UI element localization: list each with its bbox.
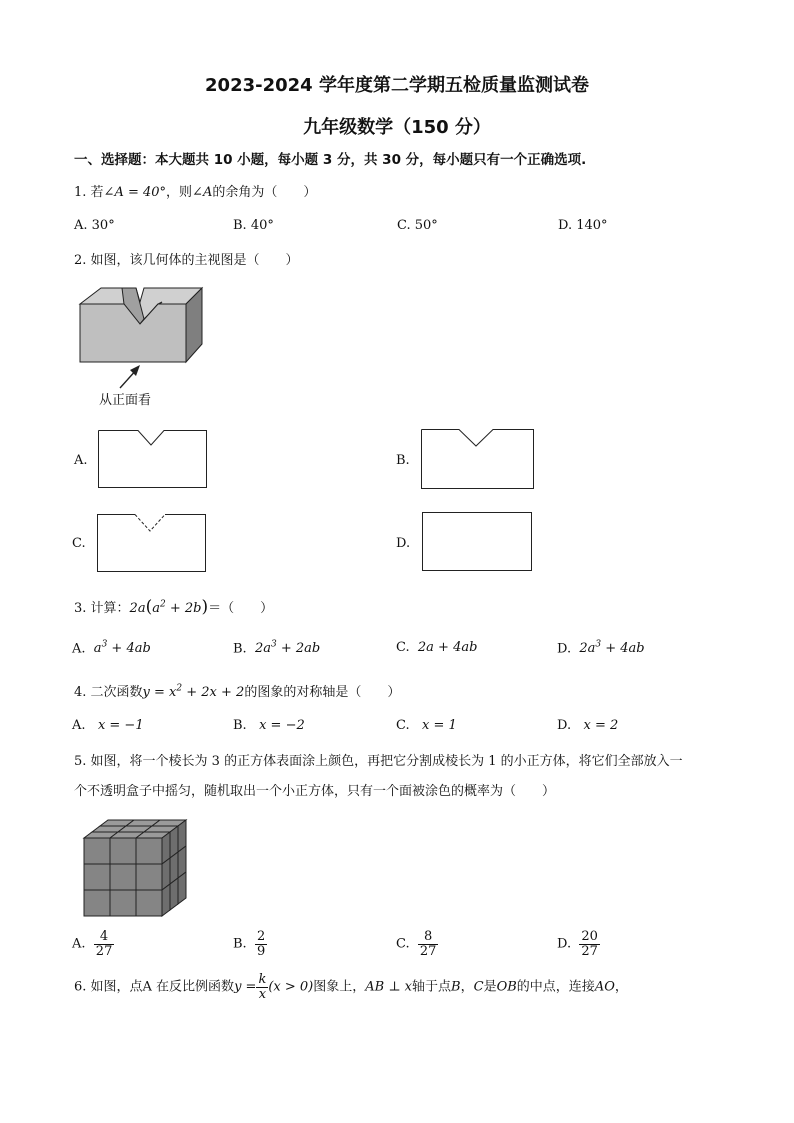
question-1: [74, 181, 316, 200]
q4-pre: 4. 二次函数: [74, 685, 143, 700]
question-4: [74, 681, 400, 700]
q2-label-a[interactable]: A.: [74, 453, 88, 468]
q5-option-d[interactable]: D. $\frac{20}{27}$: [557, 929, 598, 959]
q4-option-d[interactable]: D. x = 2: [557, 718, 619, 733]
q2-label-b[interactable]: B.: [396, 453, 410, 468]
q1-angle: ∠A: [192, 185, 213, 200]
q4-post: 的图象的对称轴是（ ）: [244, 685, 401, 700]
question-5-line-1: 5. 如图，将一个棱长为 3 的正方体表面涂上颜色，再把它分割成棱长为 1 的小正方体，将它们全部放入一: [74, 754, 683, 769]
q3-option-a-math: $a^3 + 4ab$: [93, 640, 151, 657]
q1-option-a[interactable]: A. 30°: [74, 218, 115, 233]
q5-fraction-a: $\frac{4}{27}$: [95, 929, 113, 959]
q5-fraction-c: $\frac{8}{27}$: [419, 929, 437, 959]
question-2: 2. 如图，该几何体的主视图是（ ）: [74, 253, 299, 268]
q4-option-a[interactable]: A. x = −1: [72, 718, 144, 733]
q3-option-c-math: 2a + 4ab: [417, 640, 478, 655]
page-subtitle: 九年级数学（150 分）: [303, 117, 491, 138]
q3-expression: $2a(a^2 + 2b)$: [129, 597, 209, 617]
question-6: 6. 如图，点A 在反比例函数y = $\frac{k}{x}$ (x > 0)图象上，AB ⊥ x轴于点B，C是OB的中点，连接AO，: [74, 972, 628, 1002]
q1-option-b[interactable]: B. 40°: [233, 218, 274, 233]
q1-option-c[interactable]: C. 50°: [397, 218, 438, 233]
page-title: 2023-2024 学年度第二学期五检质量监测试卷: [205, 75, 589, 96]
q1-mid: ，则: [166, 185, 193, 200]
solid-figure: [78, 286, 208, 392]
q5-option-c[interactable]: C. $\frac{8}{27}$: [396, 929, 437, 959]
q6-fraction: $\frac{k}{x}$: [258, 972, 267, 1002]
q2-option-a-shape[interactable]: [98, 430, 208, 490]
question-5-line-2: 个不透明盒子中摇匀，随机取出一个小正方体，只有一个面被涂色的概率为（ ）: [74, 784, 556, 799]
q3-option-b-math: $2a^3 + 2ab$: [254, 640, 321, 657]
q4-option-b[interactable]: B. x = −2: [233, 718, 305, 733]
q1-condition: ∠A = 40°: [103, 185, 167, 200]
q2-label-d[interactable]: D.: [396, 536, 411, 551]
q5-option-a[interactable]: A. $\frac{4}{27}$: [72, 929, 113, 959]
q3-option-d-math: $2a^3 + 4ab$: [579, 640, 645, 657]
q2-option-c-shape[interactable]: [97, 514, 207, 574]
cube-figure: [82, 818, 202, 920]
q5-option-b[interactable]: B. $\frac{2}{9}$: [233, 929, 266, 959]
q5-fraction-d: $\frac{20}{27}$: [581, 929, 598, 959]
q3-option-d[interactable]: D. $2a^3 + 4ab$: [557, 640, 645, 657]
q3-option-b[interactable]: B. $2a^3 + 2ab$: [233, 640, 321, 657]
q1-pre: 1. 若: [74, 185, 104, 200]
q1-post: 的余角为（ ）: [212, 185, 317, 200]
q2-label-c[interactable]: C.: [72, 536, 86, 551]
q1-option-d[interactable]: D. 140°: [558, 218, 608, 233]
q3-option-a[interactable]: A. $a^3 + 4ab$: [72, 640, 151, 657]
q4-function: $y = x^2 + 2x + 2$: [142, 683, 245, 700]
q2-option-d-shape[interactable]: [422, 512, 534, 572]
q2-option-b-shape[interactable]: [421, 429, 535, 491]
view-caption: 从正面看: [99, 393, 152, 408]
q4-option-c[interactable]: C. x = 1: [396, 718, 457, 733]
section-heading: 一、选择题：本大题共 10 小题，每小题 3 分，共 30 分，每小题只有一个正确选项.: [74, 152, 587, 168]
q3-option-c[interactable]: C. 2a + 4ab: [396, 640, 478, 655]
question-3: [74, 597, 273, 617]
q3-post: ＝（ ）: [208, 601, 274, 616]
q3-stem: 3. 计算：: [74, 601, 130, 616]
q5-fraction-b: $\frac{2}{9}$: [256, 929, 266, 959]
